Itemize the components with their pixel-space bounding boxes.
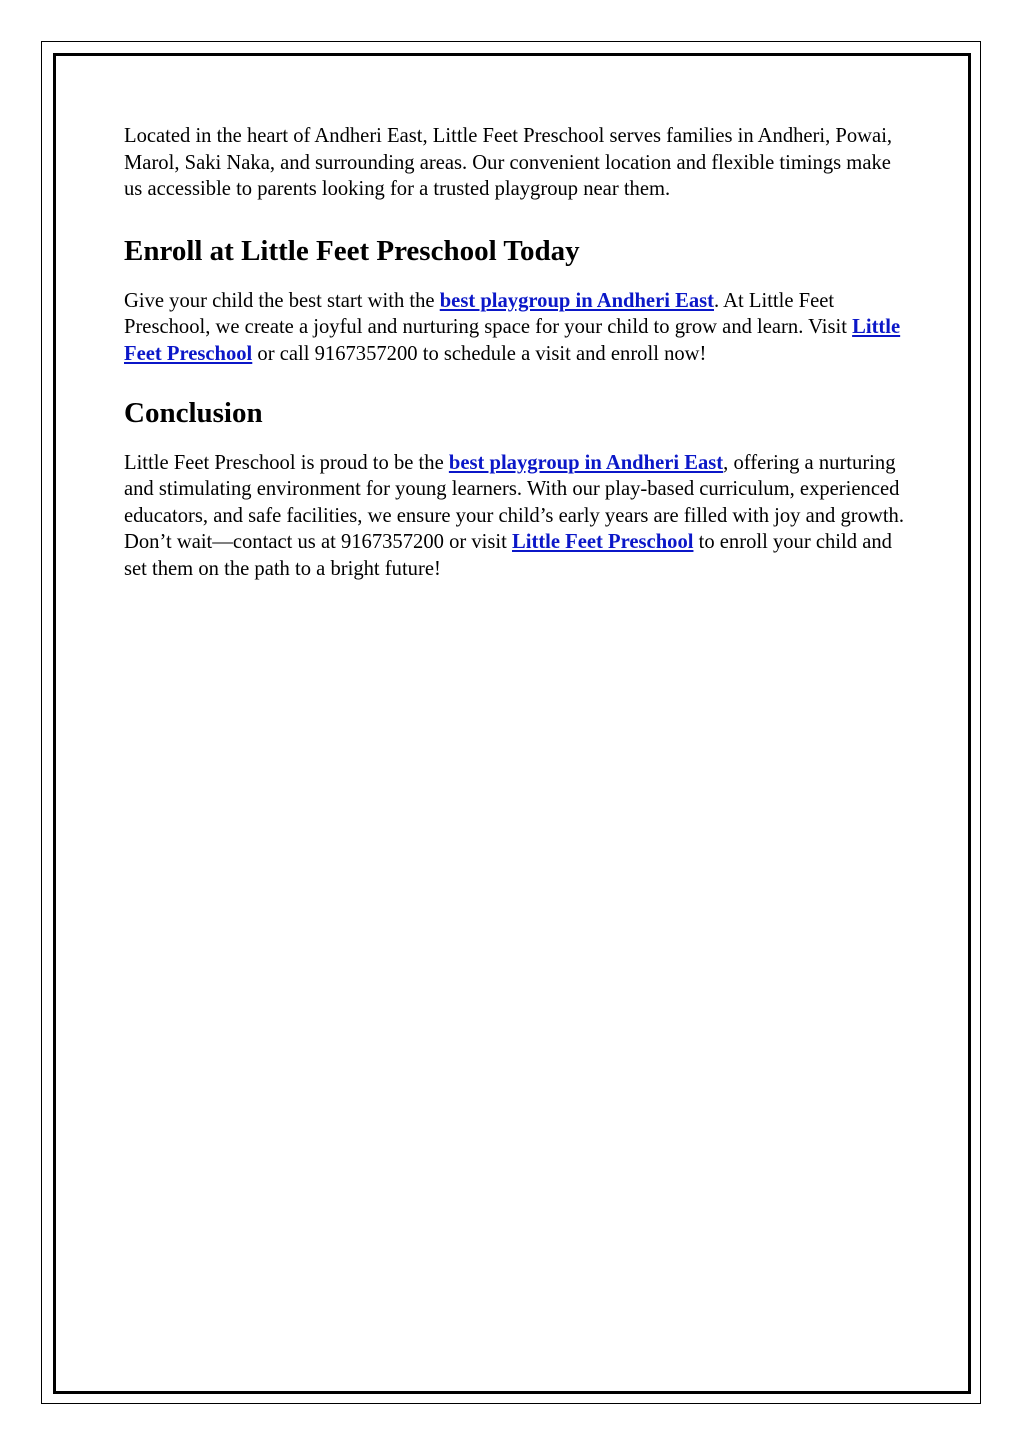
conclusion-heading: Conclusion (124, 396, 263, 429)
document-body (124, 123, 914, 583)
conclusion-text-3: to enroll your child and set them on the path to a bright future! (124, 531, 892, 580)
enroll-text-2: . At Little Feet Preschool, we create a joyful and nurturing space for your child to grow and learn. Visit (124, 289, 853, 339)
little-feet-preschool-link[interactable]: Little Feet Preschool (512, 531, 694, 554)
best-playgroup-link[interactable]: best playgroup in Andheri East (448, 451, 724, 474)
conclusion-paragraph (124, 450, 914, 583)
little-feet-preschool-link[interactable]: Little Feet Preschool (124, 316, 901, 365)
best-playgroup-link[interactable]: best playgroup in Andheri East (439, 289, 714, 312)
enroll-heading: Enroll at Little Feet Preschool Today (124, 234, 580, 267)
conclusion-text-2: , offering a nurturing and stimulating environment for young learners. With our play-based curriculum, experienced educators, and safe facilities, we ensure your child’s early years are filled with joy and growth. Don’t wait—contact us at 9167357200 or visit (124, 451, 904, 554)
conclusion-text-1: Little Feet Preschool is proud to be the (124, 451, 449, 474)
enroll-text-3: or call 9167357200 to schedule a visit and enroll now! (252, 342, 707, 365)
location-paragraph: Located in the heart of Andheri East, Little Feet Preschool serves families in Andheri, Powai, Marol, Saki Naka, and surrounding areas. Our convenient location and flexible timings make us accessible to parents looking for a trusted playgroup near them. (124, 125, 893, 201)
enroll-text-1: Give your child the best start with the (124, 289, 440, 312)
enroll-paragraph (124, 288, 914, 368)
